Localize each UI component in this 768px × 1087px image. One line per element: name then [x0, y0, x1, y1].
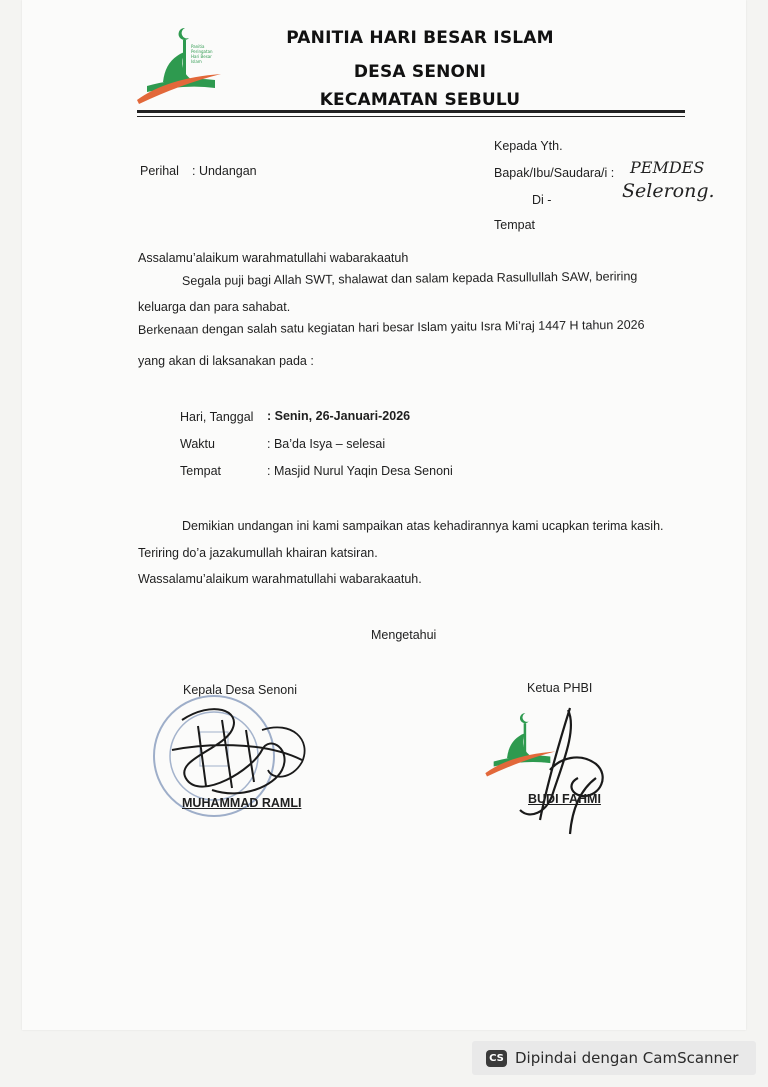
letterhead-title: PANITIA HARI BESAR ISLAM	[286, 28, 554, 48]
handwritten-recipient: PEMDES	[630, 158, 705, 177]
phbi-logo	[133, 22, 229, 108]
header-rule-thick	[137, 110, 685, 113]
paragraph-1-line-1: Segala puji bagi Allah SWT, shalawat dan salam kepada Rasullullah SAW, beriring	[181, 269, 638, 288]
header-rule-thin	[137, 116, 685, 117]
svg-text:Peringatan: Peringatan	[191, 49, 213, 54]
left-signatory-name: MUHAMMAD RAMLI	[182, 796, 302, 810]
recipient-di: Di -	[532, 193, 552, 207]
ketua-signature	[500, 700, 630, 840]
perihal-value: : Undangan	[192, 164, 257, 178]
perihal-label: Perihal	[140, 164, 179, 178]
svg-text:Islam: Islam	[191, 59, 202, 64]
svg-text:Hari Besar: Hari Besar	[191, 54, 212, 59]
detail-label-time: Waktu	[180, 437, 215, 451]
camscanner-icon: CS	[486, 1050, 507, 1067]
crescent-star-icon	[179, 28, 189, 40]
right-signatory-name: BUDI FAHMI	[528, 792, 601, 806]
handwritten-place: Selerong.	[622, 180, 715, 202]
left-signatory-title: Kepala Desa Senoni	[183, 683, 297, 697]
camscanner-badge	[472, 1041, 756, 1075]
logo-text	[191, 44, 213, 64]
paragraph-2-line-2: yang akan di laksanakan pada :	[138, 354, 314, 368]
recipient-kepada: Kepada Yth.	[494, 139, 563, 153]
recipient-bapak-ibu: Bapak/Ibu/Saudara/i :	[494, 166, 615, 180]
mengetahui-label: Mengetahui	[371, 628, 437, 642]
recipient-tempat: Tempat	[494, 218, 535, 232]
detail-value-date: : Senin, 26-Januari-2026	[267, 409, 411, 423]
closing-line-3: Wassalamu’alaikum warahmatullahi wabarakaatuh.	[138, 572, 422, 586]
detail-label-date: Hari, Tanggal	[180, 410, 254, 424]
detail-value-time: : Ba’da Isya – selesai	[267, 437, 386, 451]
letterhead-district: KECAMATAN SEBULU	[319, 90, 521, 110]
detail-value-place: : Masjid Nurul Yaqin Desa Senoni	[267, 464, 453, 478]
camscanner-text: Dipindai dengan CamScanner	[515, 1049, 739, 1067]
paragraph-2-line-1: Berkenaan dengan salah satu kegiatan hari besar Islam yaitu Isra Mi’raj 1447 H tahun 2026	[137, 317, 645, 337]
letterhead-village: DESA SENONI	[353, 62, 487, 82]
detail-label-place: Tempat	[180, 464, 221, 478]
letter-page	[22, 0, 746, 1030]
closing-line-2: Teriring do’a jazakumullah khairan katsiran.	[138, 546, 378, 560]
greeting: Assalamu’alaikum warahmatullahi wabarakaatuh	[138, 251, 409, 265]
paragraph-1-line-2: keluarga dan para sahabat.	[138, 300, 291, 314]
svg-text:Panitia: Panitia	[191, 44, 205, 49]
right-signatory-title: Ketua PHBI	[527, 681, 593, 695]
closing-line-1: Demikian undangan ini kami sampaikan atas kehadirannya kami ucapkan terima kasih.	[182, 519, 664, 533]
